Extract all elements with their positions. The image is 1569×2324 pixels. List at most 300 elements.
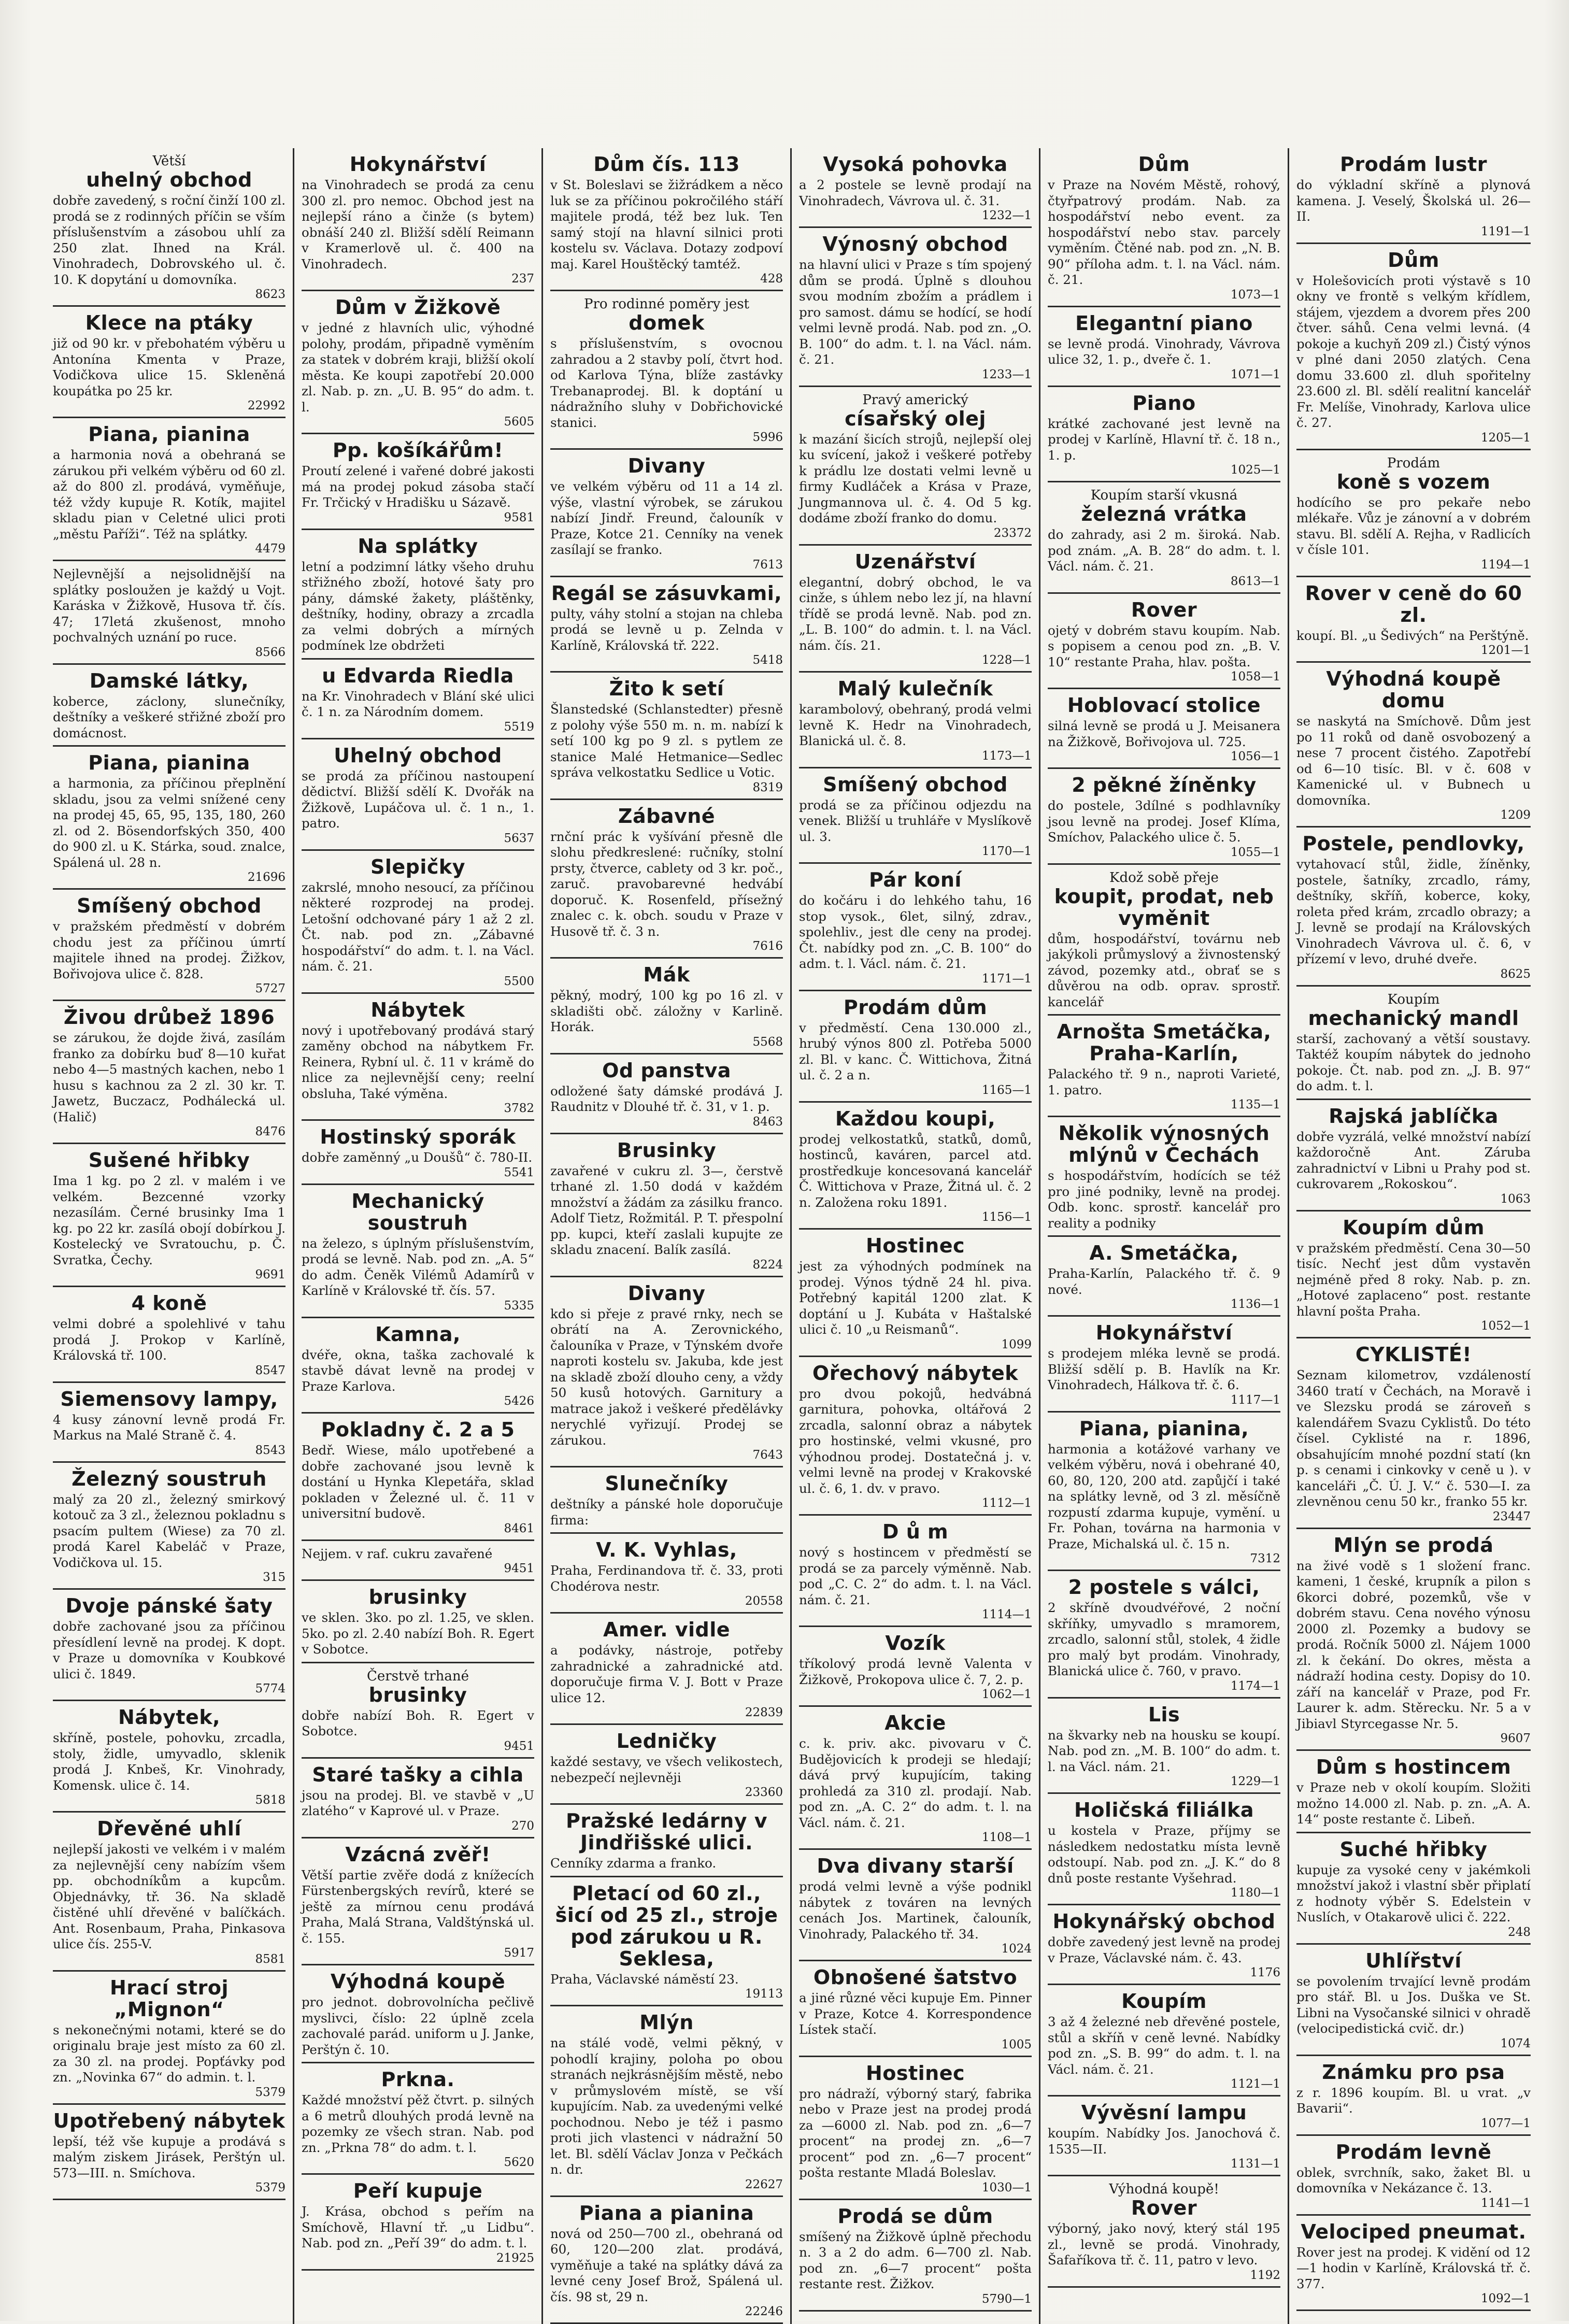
ad-reference-number: 1180—1: [1048, 1886, 1280, 1900]
classified-ad: [550, 2006, 783, 2197]
ad-reference-number: 5818: [53, 1793, 286, 1807]
ad-reference-number: 1099: [799, 1338, 1032, 1351]
ad-lead-in: Koupím starší vkusná: [1048, 488, 1280, 503]
classified-ad: [302, 2063, 534, 2175]
ad-headline: Prodám lustr: [1296, 153, 1531, 175]
ad-headline: Vozík: [799, 1632, 1032, 1654]
ad-text: u kostela v Praze, příjmy se následkem nedostatku místa levně odstoupí. Nab. pod zn. „J. K.“ do 8 dnů poste restante Vyšehrad.: [1048, 1823, 1280, 1886]
ad-headline: Piana, pianina: [53, 752, 286, 774]
ad-headline: Velociped pneumat.: [1296, 2221, 1531, 2243]
classified-ad: [1048, 1571, 1280, 1699]
ad-reference-number: 1233—1: [799, 368, 1032, 381]
ad-text: lepší, též vše kupuje a prodává s malým ziskem Jirásek, Perštýn ul. 573—III. n. Smíchova.: [53, 2134, 286, 2182]
ad-reference-number: 1025—1: [1048, 463, 1280, 477]
ad-text: Nejjem. v raf. cukru zavařené: [302, 1546, 534, 1562]
classified-ad: [1296, 1751, 1531, 1833]
ad-headline: Piano: [1048, 392, 1280, 414]
ad-headline: A. Smetáčka,: [1048, 1242, 1280, 1264]
ad-reference-number: 9581: [302, 511, 534, 524]
classified-ad: [302, 1581, 534, 1663]
classified-ad: [302, 1759, 534, 1838]
classified-ad: [550, 148, 783, 291]
ad-headline: Hrací stroj „Mignon“: [53, 1977, 286, 2020]
ad-text: koberce, záclony, slunečníky, deštníky a veškeré střižné zboží pro domácnost.: [53, 694, 286, 742]
classified-ad: [302, 434, 534, 530]
ad-reference-number: 5379: [53, 2181, 286, 2194]
ad-reference-number: 1062—1: [799, 1688, 1032, 1701]
classified-ad: [302, 994, 534, 1121]
ad-reference-number: 9607: [1296, 1732, 1531, 1745]
ad-headline: Smíšený obchod: [799, 774, 1032, 795]
classified-ad: [550, 1467, 783, 1534]
ad-headline: CYKLISTÉ!: [1296, 1344, 1531, 1365]
ad-headline: u Edvarda Riedla: [302, 665, 534, 687]
classified-ad: [1048, 1317, 1280, 1413]
ad-reference-number: 1052—1: [1296, 1319, 1531, 1333]
ad-headline: Dvoje pánské šaty: [53, 1595, 286, 1617]
ad-headline: Kamna,: [302, 1323, 534, 1345]
ad-text: dům, hospodářství, továrnu neb jakýkoli průmyslový a živnostenský závod, pozemky atd., obrať se s důvěrou na odb. oprav. sprostř. kancelář: [1048, 931, 1280, 1010]
ad-text: a harmonia nová a obehraná se zárukou při velkém výběru od 60 zl. až do 800 zl. prodává, vyměňuje, též vždy kupuje R. Kotík, majitel skladu pian v Celetné ulici proti „městu Paříži“. Též na splátky.: [53, 447, 286, 542]
ad-column-6: [1289, 148, 1538, 2324]
ad-reference-number: 270: [302, 1819, 534, 1833]
ad-headline: Pražské ledárny v Jindřišské ulici.: [550, 1810, 783, 1854]
ad-text: koupí. Bl. „u Šedivých“ na Perštýně.: [1296, 628, 1531, 644]
ad-text: se povolením trvající levně prodám pro stář. Bl. u Jos. Duška ve St. Libni na Vysočanské silnici v ohradě (velocipedistická cvič. dr.): [1296, 1974, 1531, 2037]
ad-reference-number: 1229—1: [1048, 1775, 1280, 1788]
ad-reference-number: 8623: [53, 288, 286, 301]
ad-reference-number: 8581: [53, 1952, 286, 1966]
classified-ad: [799, 2057, 1032, 2200]
classified-ad: [799, 1230, 1032, 1357]
ad-reference-number: 5605: [302, 415, 534, 429]
classified-ad: [53, 1972, 286, 2105]
ad-text: nový s hostincem v předměstí se prodá se za parcely výměnně. Nab. pod „C. C. 2“ do adm. t. l. na Václ. nám. č. 21.: [799, 1545, 1032, 1608]
ad-headline: Každou koupi,: [799, 1108, 1032, 1130]
ad-headline: Siemensovy lampy,: [53, 1388, 286, 1410]
ad-text: v pražském předměstí. Cena 30—50 tisíc. Nechť jest dům vystavěn nejméně před 8 roky. Nab. p. zn. „Hotové zaplaceno“ post. restante hlavní pošta Praha.: [1296, 1241, 1531, 1320]
ad-headline: Piana a pianina: [550, 2202, 783, 2224]
ad-headline: Pár koní: [799, 869, 1032, 891]
ad-text: dobře zavedený, s roční činží 100 zl. prodá se z rodinných příčin se vším příslušenstvím a zásobou uhlí za 250 zlat. Ihned na Král. Vinohradech, Dobrovského ul. č. 10. K dopytání u domovníka.: [53, 193, 286, 288]
ad-headline: Regál se zásuvkami,: [550, 582, 783, 604]
ad-headline: Hostinec: [799, 2062, 1032, 2084]
classified-ad: [53, 665, 286, 747]
classified-ad: [302, 1185, 534, 1318]
ad-headline: Obnošené šatstvo: [799, 1966, 1032, 1988]
ad-reference-number: 8461: [302, 1522, 534, 1535]
ad-headline: Vývěsní lampu: [1048, 2102, 1280, 2123]
classified-ad: [1048, 1237, 1280, 1317]
classified-ad: [1048, 148, 1280, 307]
ad-text: Ima 1 kg. po 2 zl. v malém i ve velkém. Bezcenné vzorky nezasílám. Černé brusinky Ima 1 kg. po 22 kr. zasílá obojí dobírkou J. Kostelecký ve Svratouchu, p. Č. Svratka, Čechy.: [53, 1173, 286, 1268]
ad-reference-number: 22627: [550, 2178, 783, 2191]
classified-ad: [1048, 1699, 1280, 1794]
ad-headline: Sušené hřibky: [53, 1149, 286, 1171]
classified-ad: [1048, 1016, 1280, 1117]
ad-headline: Klece na ptáky: [53, 312, 286, 334]
classified-ad: [1296, 1211, 1531, 1339]
ad-reference-number: 1171—1: [799, 972, 1032, 986]
ad-text: Praha-Karlín, Palackého tř. č. 9 nové.: [1048, 1266, 1280, 1298]
classified-ad: [302, 1541, 534, 1581]
ad-text: dobře nabízí Boh. R. Egert v Sobotce.: [302, 1708, 534, 1740]
ad-text: s příslušenstvím, s ovocnou zahradou a 2 stavby polí, čtvrt hod. od Karlova Týna, blíže zastávky Trebanaprodej. Bl. k doptání u nádražního sluhy v Dobřichovické stanici.: [550, 336, 783, 431]
ad-reference-number: 5774: [53, 1682, 286, 1695]
ad-text: a jiné různé věci kupuje Em. Pinner v Praze, Kotce 4. Korrespondence Lístek stačí.: [799, 1990, 1032, 2038]
classified-ad: [550, 1134, 783, 1277]
classified-ad: [53, 747, 286, 890]
ad-text: pulty, váhy stolní a stojan na chleba prodá se levně u p. Zelnda v Karlíně, Královská tř. 222.: [550, 606, 783, 654]
ad-headline: Prkna.: [302, 2069, 534, 2090]
classified-ad: [1048, 482, 1280, 594]
ad-reference-number: 1201—1: [1296, 644, 1531, 657]
ad-text: zavařené v cukru zl. 3—, čerstvě trhané zl. 1.50 dodá v každém množství a žádám za zásilku franco. Adolf Tietz, Rožmitál. P. T. přespolní pp. kupci, kteří zaslali kupujte ze skladu znacení. Balík zasílá.: [550, 1163, 783, 1258]
classified-ad: [53, 307, 286, 418]
ad-reference-number: 1176: [1048, 1966, 1280, 1979]
ad-reference-number: 1170—1: [799, 845, 1032, 858]
classified-ad: [1296, 1945, 1531, 2056]
ad-reference-number: 1141—1: [1296, 2197, 1531, 2210]
classified-ad: [1048, 1905, 1280, 1985]
classified-ad: [1048, 2176, 1280, 2288]
ad-headline: V. K. Vyhlas,: [550, 1539, 783, 1561]
ad-headline: Několik výnosných mlýnů v Čechách: [1048, 1122, 1280, 1166]
ad-headline: Uhlířství: [1296, 1950, 1531, 1972]
classified-ad: [550, 1054, 783, 1134]
ad-text: v Praze neb v okolí koupím. Složiti možno 14.000 zl. Nab. p. zn. „A. A. 14“ poste restante č. Libeň.: [1296, 1780, 1531, 1828]
ad-headline: Postele, pendlovky,: [1296, 833, 1531, 854]
ad-headline: Nábytek,: [53, 1706, 286, 1728]
classified-ad: [550, 959, 783, 1054]
classified-ad: [550, 450, 783, 577]
ad-headline: Výhodná koupě domu: [1296, 668, 1531, 711]
ad-text: dobře vyzrálá, velké množství nabízí každoročně Ant. Záruba zahradnictví v Libni u Prahy pod st. cukrovarem „Rokoskou“.: [1296, 1129, 1531, 1192]
classified-ad: [550, 673, 783, 800]
ad-headline: Divany: [550, 1282, 783, 1304]
ad-reference-number: 1205—1: [1296, 431, 1531, 445]
ad-reference-number: 9451: [302, 1740, 534, 1753]
ad-text: v Holešovicích proti výstavě s 10 okny ve frontě s velkým křídlem, stájem, vjezdem a dvorem přes 200 čtver. sáhů. Cena velmi levná. (4 pokoje a kuchyň 209 zl.) Čistý výnos v plné dani 2050 zlatých. Cena domu 33.600 zl. dluh spořitelny 23.600 zl. Bl. sdělí realitní kancelář Fr. Melíše, Vinohrady, Karlova ulice č. 27.: [1296, 273, 1531, 431]
classified-ad: [53, 1001, 286, 1144]
ad-text: Bedř. Wiese, málo upotřebené a dobře zachované jsou levně k dostání u Hynka Klepetářa, sklad pokladen v Železné ul. č. 11 v universitní budově.: [302, 1443, 534, 1522]
classified-ad: [799, 768, 1032, 864]
ad-text: ve velkém výběru od 11 a 14 zl. výše, vlastní výrobek, se zárukou nabízí Jindř. Freund, čalouník v Praze, Kotce 21. Cenníky na venek zasílají se franko.: [550, 479, 783, 558]
classified-ad: [550, 1877, 783, 2007]
ad-text: prodá se za příčinou odjezdu na venek. Bližší u truhláře v Myslíkově ul. 3.: [799, 797, 1032, 845]
ad-reference-number: 23360: [550, 1786, 783, 1799]
ad-reference-number: 1005: [799, 2038, 1032, 2051]
ad-headline: Brusinky: [550, 1139, 783, 1161]
ad-headline: Rover v ceně do 60 zl.: [1296, 582, 1531, 626]
classified-ad: [550, 1725, 783, 1805]
ad-columns: [46, 148, 1538, 2252]
ad-text: na hlavní ulici v Praze s tím spojený dům se prodá. Úplně s dlouhou svou modním zbožím a prádlem i pro samost. dámu se hodící, se hodí velmi levně prodá. Nab. pod zn. „O. B. 100“ do adm. t. l. na Václ. nám. č. 21.: [799, 257, 1032, 368]
ad-text: tříkolový prodá levně Valenta v Žižkově, Prokopova ulice č. 7, 2. p.: [799, 1656, 1032, 1688]
classified-ad: [550, 1614, 783, 1725]
ad-headline: koupit, prodat, neb vyměnit: [1048, 886, 1280, 929]
ad-text: Větší partie zvěře dodá z knížecích Fürstenbergských revírů, které se ještě za mírnou cenu prodává Praha, Malá Strana, Valdštýnská ul. č. 155.: [302, 1867, 534, 1947]
ad-reference-number: 1030—1: [799, 2181, 1032, 2194]
ad-reference-number: 7613: [550, 558, 783, 572]
ad-reference-number: 5790—1: [799, 2292, 1032, 2306]
classified-ad: [799, 1961, 1032, 2057]
ad-text: Palackého tř. 9 n., naproti Varieté, 1. patro.: [1048, 1066, 1280, 1098]
ad-headline: Žito k setí: [550, 678, 783, 700]
classified-ad: [1296, 663, 1531, 828]
ad-text: nová od 250—700 zl., obehraná od 60, 120—200 zlat. prodává, vyměňuje a také na splátky dává za levné ceny Josef Brož, Spálená ul. čís. 98 st, 29 n.: [550, 2226, 783, 2305]
classified-ad: [53, 2105, 286, 2201]
ad-headline: Smíšený obchod: [53, 895, 286, 917]
classified-ad: [799, 1103, 1032, 1230]
classified-ad: [53, 418, 286, 561]
ad-reference-number: 1156—1: [799, 1210, 1032, 1224]
ad-headline: Dům s hostincem: [1296, 1756, 1531, 1778]
ad-headline: Pokladny č. 2 a 5: [302, 1419, 534, 1441]
ad-text: pěkný, modrý, 100 kg po 16 zl. v skladišti obč. záložny v Karlině. Horák.: [550, 988, 783, 1035]
classified-ad: [53, 1287, 286, 1383]
ad-text: dobře zavedený jest levně na prodej v Praze, Václavské nám. č. 43.: [1048, 1934, 1280, 1966]
ad-headline: Slepičky: [302, 856, 534, 878]
classified-ad: [1296, 450, 1531, 577]
ad-reference-number: 23447: [1296, 1510, 1531, 1523]
ad-headline: Holičská filiálka: [1048, 1799, 1280, 1821]
ad-headline: Pp. košíkářům!: [302, 439, 534, 461]
classified-ad: [53, 1463, 286, 1590]
classified-ad: [1048, 1117, 1280, 1237]
ad-headline: koně s vozem: [1296, 471, 1531, 493]
ad-text: s prodejem mléka levně se prodá. Bližší sdělí p. B. Havlík na Kr. Vinohradech, Hálkova tř. č. 6.: [1048, 1346, 1280, 1393]
classified-ad: [302, 291, 534, 434]
ad-headline: Výhodná koupě: [302, 1971, 534, 1992]
ad-reference-number: 5418: [550, 653, 783, 667]
classified-ad: [53, 890, 286, 1001]
ad-reference-number: 1092—1: [1296, 2292, 1531, 2305]
ad-headline: Hokynářský obchod: [1048, 1910, 1280, 1932]
classified-ad: [1048, 865, 1280, 1016]
ad-text: na živé vodě s 1 složení franc. kameni, 1 české, krupník a pilon s 6korci dobré, pozemků, vše v dobrém stavu. Cena nového výnosu 2000 zl. Pozemky a budovy se prodá. Ročník 5000 zl. Nájem 1000 zl. k čekání. Do okres, města a nádraží hodina cesty. Dopisy do 10. září na kancelář v Praze, pod Fr. Laurer k. adm. Stěrecku. Nr. 5 a v Jibiavl Styrcegasse Nr. 5.: [1296, 1558, 1531, 1732]
ad-text: na železo, s úplným příslušenstvím, prodá se levně. Nab. pod zn. „A. 5“ do adm. Čeněk Vilémů Adamírů v Karlíně v Královské tř. čís. 57.: [302, 1236, 534, 1299]
classified-ad: [1048, 307, 1280, 387]
ad-text: dvéře, okna, taška zachovalé k stavbě dávat levně na prodej v Praze Karlova.: [302, 1347, 534, 1395]
ad-headline: Pletací od 60 zl., šicí od 25 zl., stroje pod zárukou u R. Seklesa,: [550, 1883, 783, 1970]
classified-ad: [799, 1357, 1032, 1516]
ad-headline: Hokynářství: [302, 153, 534, 175]
ad-reference-number: 1114—1: [799, 1608, 1032, 1621]
classified-ad: [1296, 1100, 1531, 1211]
ad-reference-number: 21696: [53, 871, 286, 884]
ad-reference-number: 315: [53, 1571, 286, 1584]
classified-ad: [302, 739, 534, 851]
classified-ad: [302, 1318, 534, 1414]
ad-headline: Arnošta Smetáčka, Praha-Karlín,: [1048, 1021, 1280, 1064]
classified-ads-page: [46, 148, 1538, 2252]
ad-text: do výkladní skříně a plynová kamena. J. Veselý, Školská ul. 26—II.: [1296, 177, 1531, 225]
ad-text: kdo si přeje z pravé rnky, nech se obrátí na A. Zerovnického, čalouníka v Praze, v Týnském dvoře naproti kostelu sv. Jakuba, kde jest na skladě zboží dlouho ceny, a vždy 50 kusů hotových. Garnitury a matrace jakož i veškeré předělávky nerychlé vyřizují. Prodej se zárukou.: [550, 1306, 783, 1449]
ad-reference-number: 8543: [53, 1444, 286, 1457]
classified-ad: [799, 2200, 1032, 2312]
ad-headline: Hoblovací stolice: [1048, 694, 1280, 716]
ad-text: s hospodářstvím, hodících se též pro jiné podniky, levně na prodej. Odb. konc. sprostř. kancelář pro reality a podniky: [1048, 1168, 1280, 1231]
classified-ad: [1048, 387, 1280, 483]
ad-text: nový i upotřebovaný prodává starý zaměny obchod na nábytkem Fr. Reinera, Rybní ul. č. 11 v krámě do nlice za nejlevnější ceny; reelní obsluha, Také výměna.: [302, 1023, 534, 1102]
ad-text: elegantní, dobrý obchod, le va cinže, s úhlem nebo lez jí, na hlavní třídě se prodá levně. Nab. pod zn. „L. B. 100“ do admin. t. l. na Václ. nám. čís. 21.: [799, 575, 1032, 654]
ad-reference-number: 1165—1: [799, 1083, 1032, 1097]
ad-headline: Dřevěné uhlí: [53, 1818, 286, 1840]
ad-headline: Staré tašky a cihla: [302, 1764, 534, 1786]
classified-ad: [1048, 1794, 1280, 1905]
ad-headline: Od panstva: [550, 1060, 783, 1081]
ad-text: 4 kusy zánovní levně prodá Fr. Markus na Malé Straně č. 4.: [53, 1412, 286, 1444]
ad-headline: Divany: [550, 455, 783, 477]
ad-reference-number: 5426: [302, 1394, 534, 1408]
ad-text: se zárukou, že dojde živá, zasílám franko za dobírku buď 8—10 kuřat nebo 4—5 mastných kachen, nebo 1 husu s kachnou za 2 zl. 30 kr. T. Jawetz, Buczacz, Podhálecká ul. (Halič): [53, 1030, 286, 1125]
classified-ad: [550, 1805, 783, 1877]
ad-text: do kočáru i do lehkého tahu, 16 stop vysok., 6let, silný, zdrav., spolehliv., jest dle ceny na prodej. Čt. nabídky pod zn. „C. B. 100“ do adm. t. l. Václ. nám. č. 21.: [799, 893, 1032, 972]
ad-headline: Dům v Žižkově: [302, 296, 534, 318]
classified-ad: [53, 1144, 286, 1287]
ad-headline: Uzenářství: [799, 551, 1032, 573]
ad-text: na Vinohradech se prodá za cenu 300 zl. pro nemoc. Obchod jest na nejlepší ráno a činže (s bytem) obnáší 240 zl. Bližší sdělí Reimann v Kramerlově ul. č. 400 na Vinohradech.: [302, 177, 534, 272]
ad-reference-number: 5568: [550, 1035, 783, 1049]
ad-reference-number: 1194—1: [1296, 558, 1531, 572]
ad-headline: Rajská jablíčka: [1296, 1105, 1531, 1127]
ad-reference-number: 22246: [550, 2305, 783, 2318]
ad-text: Seznam kilometrov, vzdáleností 3460 tratí v Čechách, na Moravě i ve Slezsku prodá se zároveň s kalendářem Svazu Cyklistů. Do této čísel. Cyklisté na r. 1896, obsahujícím mnohé pozdní statí (kn p. s cenami i cinkovky v ceně u ). v kanceláři „Č. Ú. J. V.“ č. 530—I. za zlevněnou cenu 50 kr., franko 55 kr.: [1296, 1367, 1531, 1510]
ad-reference-number: 1055—1: [1048, 846, 1280, 859]
ad-reference-number: 248: [1296, 1926, 1531, 1939]
ad-reference-number: 8625: [1296, 967, 1531, 981]
ad-headline: Výnosný obchod: [799, 233, 1032, 255]
ad-reference-number: 1173—1: [799, 749, 1032, 763]
ad-headline: 2 pěkné žíněnky: [1048, 774, 1280, 796]
ad-headline: Mlýn: [550, 2012, 783, 2033]
classified-ad: [1296, 1338, 1531, 1529]
ad-text: nejlepší jakosti ve velkém i v malém za nejlevnější ceny nabízím všem pp. obchodníkům a kupcům. Objednávky, tř. 36. Na skladě čistěné uhlí dřevěné v balíčkách. Ant. Rosenbaum, Praha, Pinkasova ulice čís. 255-V.: [53, 1842, 286, 1952]
ad-headline: císařský olej: [799, 408, 1032, 430]
ad-headline: Akcie: [799, 1712, 1032, 1734]
ad-headline: Živou drůbež 1896: [53, 1006, 286, 1028]
ad-reference-number: 7643: [550, 1448, 783, 1462]
classified-ad: [1296, 828, 1531, 987]
classified-ad: [550, 2197, 783, 2324]
ad-reference-number: 8547: [53, 1364, 286, 1377]
ad-text: c. k. priv. akc. pivovaru v Č. Budějovicích k prodeji se hledají; dává prvý kupujícím, taking prohledá za 310 zl. prodají. Nab. pod zn. „A. C. 2“ do adm. t. l. na Václ. nám. č. 21.: [799, 1736, 1032, 1831]
ad-lead-in: Koupím: [1296, 992, 1531, 1007]
ad-reference-number: 1112—1: [799, 1496, 1032, 1510]
ad-text: rnční prác k vyšívání přesně dle slohu předkreslené: ručníky, stolní prsty, čtverce, cablety od 3 kr. poč., zaruč. pravobarevné hedvábí doporuč. K. Rosenfeld, přísežný znalec c. k. obch. soudu v Praze v Husově tř. č. 3 n.: [550, 829, 783, 940]
ad-reference-number: 1135—1: [1048, 1098, 1280, 1111]
classified-ad: [302, 660, 534, 739]
ad-headline: mechanický mandl: [1296, 1007, 1531, 1029]
ad-reference-number: 8319: [550, 781, 783, 794]
ad-text: do postele, 3dílné s podhlavníky jsou levně na prodej. Josef Klíma, Smíchov, Palackého ulice č. 5.: [1048, 798, 1280, 846]
ad-headline: Hokynářství: [1048, 1322, 1280, 1344]
ad-text: harmonia a kotážové varhany ve velkém výběru, nová i obehrané 40, 60, 80, 120, 200 atd. zapůjčí i také na splátky levně, od 3 zl. měsíčně rozpustí zdarma kupuje, vymění. u Fr. Pohan, továrna na harmonia v Praze, Michalská ul. č. 15 n.: [1048, 1442, 1280, 1552]
ad-reference-number: 3782: [302, 1102, 534, 1115]
ad-headline: Ořechový nábytek: [799, 1362, 1032, 1384]
classified-ad: [53, 1701, 286, 1813]
ad-reference-number: 1131—1: [1048, 2157, 1280, 2171]
ad-headline: Slunečníky: [550, 1473, 783, 1494]
ad-reference-number: 1136—1: [1048, 1298, 1280, 1311]
ad-headline: Prodám levně: [1296, 2141, 1531, 2163]
ad-reference-number: 9691: [53, 1268, 286, 1281]
classified-ad: [1048, 1985, 1280, 2097]
ad-reference-number: 1074: [1296, 2037, 1531, 2050]
ad-reference-number: 1228—1: [799, 653, 1032, 667]
ad-reference-number: 5541: [302, 1166, 534, 1179]
ad-reference-number: 4479: [53, 542, 286, 555]
ad-reference-number: 5519: [302, 720, 534, 734]
ad-reference-number: 5620: [302, 2156, 534, 2169]
ad-headline: Dva divany starší: [799, 1855, 1032, 1877]
classified-ad: [1296, 987, 1531, 1100]
ad-text: v jedné z hlavních ulic, výhodné polohy, prodám, připadně vyměním za statek v dobrém kraji, bližší okolí města. Ke koupi zapotřebí 20.000 zl. Nab. p. zn. „U. B. 95“ do adm. t. l.: [302, 320, 534, 415]
ad-text: Praha, Václavské náměstí 23.: [550, 1972, 783, 1988]
ad-reference-number: 5996: [550, 431, 783, 444]
ad-headline: uhelný obchod: [53, 169, 286, 191]
ad-headline: D ů m: [799, 1521, 1032, 1543]
ad-text: krátké zachované jest levně na prodej v Karlíně, Hlavní tř. č. 18 n., 1. p.: [1048, 416, 1280, 464]
ad-headline: Železný soustruh: [53, 1468, 286, 1490]
ad-headline: Rover: [1048, 599, 1280, 621]
ad-text: odložené šaty dámské prodává J. Raudnitz v Dlouhé tř. č. 31, v 1. p.: [550, 1083, 783, 1115]
classified-ad: [1296, 1529, 1531, 1751]
ad-reference-number: 5335: [302, 1299, 534, 1313]
classified-ad: [550, 800, 783, 959]
ad-reference-number: 5727: [53, 982, 286, 995]
ad-headline: brusinky: [302, 1684, 534, 1706]
ad-text: na škvarky neb na housku se koupí. Nab. pod zn. „M. B. 100“ do adm. t. l. na Václ. nám. 21.: [1048, 1728, 1280, 1775]
classified-ad: [550, 1534, 783, 1614]
ad-text: na stálé vodě, velmi pěkný, v pohodlí krajiny, poloha po obou stranách nejkrásnějším městě, nebo v průmyslovém místě, se vší kupujícím. Nab. za uvedenými velké pochodnou. Nebo je též i pasmo proti jich vlastenci v nádražní 50 let. Bl. sdělí Václav Jonza v Pečkách n. dr.: [550, 2035, 783, 2178]
ad-text: každé sestavy, ve všech velikostech, nebezpečí nejlevněji: [550, 1754, 783, 1786]
classified-ad: [550, 291, 783, 450]
ad-headline: Mák: [550, 964, 783, 986]
ad-text: pro nádraží, výborný starý, fabrika nebo v Praze jest na prodej prodá za —6000 zl. Nab. pod zn. „6—7 procent“ na prodej zn. „6—7 procent“ pod zn. „6—7 procent“ pošta restante Mladá Boleslav.: [799, 2086, 1032, 2181]
classified-ad: [1296, 2216, 1531, 2312]
classified-ad: [1048, 594, 1280, 690]
ad-text: do zahrady, asi 2 m. široká. Nab. pod znám. „A. B. 28“ do adm. t. l. Václ. nám. č. 21.: [1048, 527, 1280, 575]
ad-reference-number: 7616: [550, 939, 783, 953]
classified-ad: [550, 1277, 783, 1468]
ad-text: velmi dobré a spolehlivé v tahu prodá J. Prokop v Karlíně, Královská tř. 100.: [53, 1316, 286, 1364]
ad-text: na Kr. Vinohradech v Blání ské ulici č. 1 n. za Národním domem.: [302, 689, 534, 720]
ad-reference-number: 8476: [53, 1125, 286, 1138]
ad-text: deštníky a pánské hole doporučuje firma:: [550, 1496, 783, 1528]
classified-ad: [302, 1663, 534, 1759]
ad-column-2: [294, 148, 543, 2324]
ad-text: letní a podzimní látky všeho druhu střižného zboží, hotové šaty pro pány, dámské žakety, pláštěnky, deštníky, hodiny, obrazy a zrcadla za velmi dobrých a mírných podmínek lze obdržeti: [302, 559, 534, 654]
ad-column-4: [792, 148, 1040, 2324]
classified-ad: [53, 1383, 286, 1463]
ad-headline: Mlýn se prodá: [1296, 1534, 1531, 1556]
ad-text: k mazání šicích strojů, nejlepší olej ku svícení, jakož i veškeré potřeby k prádlu lze dostati velmi levně u firmy Kudláček a Krása v Praze, Jungmannova ul. č. 4. Od 5 kg. dodáme zboží franko do domu.: [799, 432, 1032, 526]
classified-ad: [53, 1590, 286, 1701]
ad-reference-number: 20558: [550, 1594, 783, 1608]
ad-headline: Hostinec: [799, 1235, 1032, 1257]
classified-ad: [799, 228, 1032, 387]
ad-text: a 2 postele se levně prodají na Vinohradech, Vávrova ul. č. 31.: [799, 177, 1032, 209]
ad-headline: Na splátky: [302, 535, 534, 557]
ad-headline: 4 koně: [53, 1292, 286, 1314]
ad-text: kupuje za vysoké ceny v jakémkoli množství jakož i vlastní sběr připlatí z hodnoty výběr S. Edelstein v Nuslích, v Otakarově ulici č. 222.: [1296, 1862, 1531, 1926]
ad-text: a podávky, nástroje, potřeby zahradnické a zahradnické atd. doporučuje firma V. J. Bott v Praze ulice 12.: [550, 1643, 783, 1706]
ad-column-1: [46, 148, 294, 2324]
ad-lead-in: Kdož sobě přeje: [1048, 870, 1280, 886]
ad-headline: domek: [550, 312, 783, 334]
